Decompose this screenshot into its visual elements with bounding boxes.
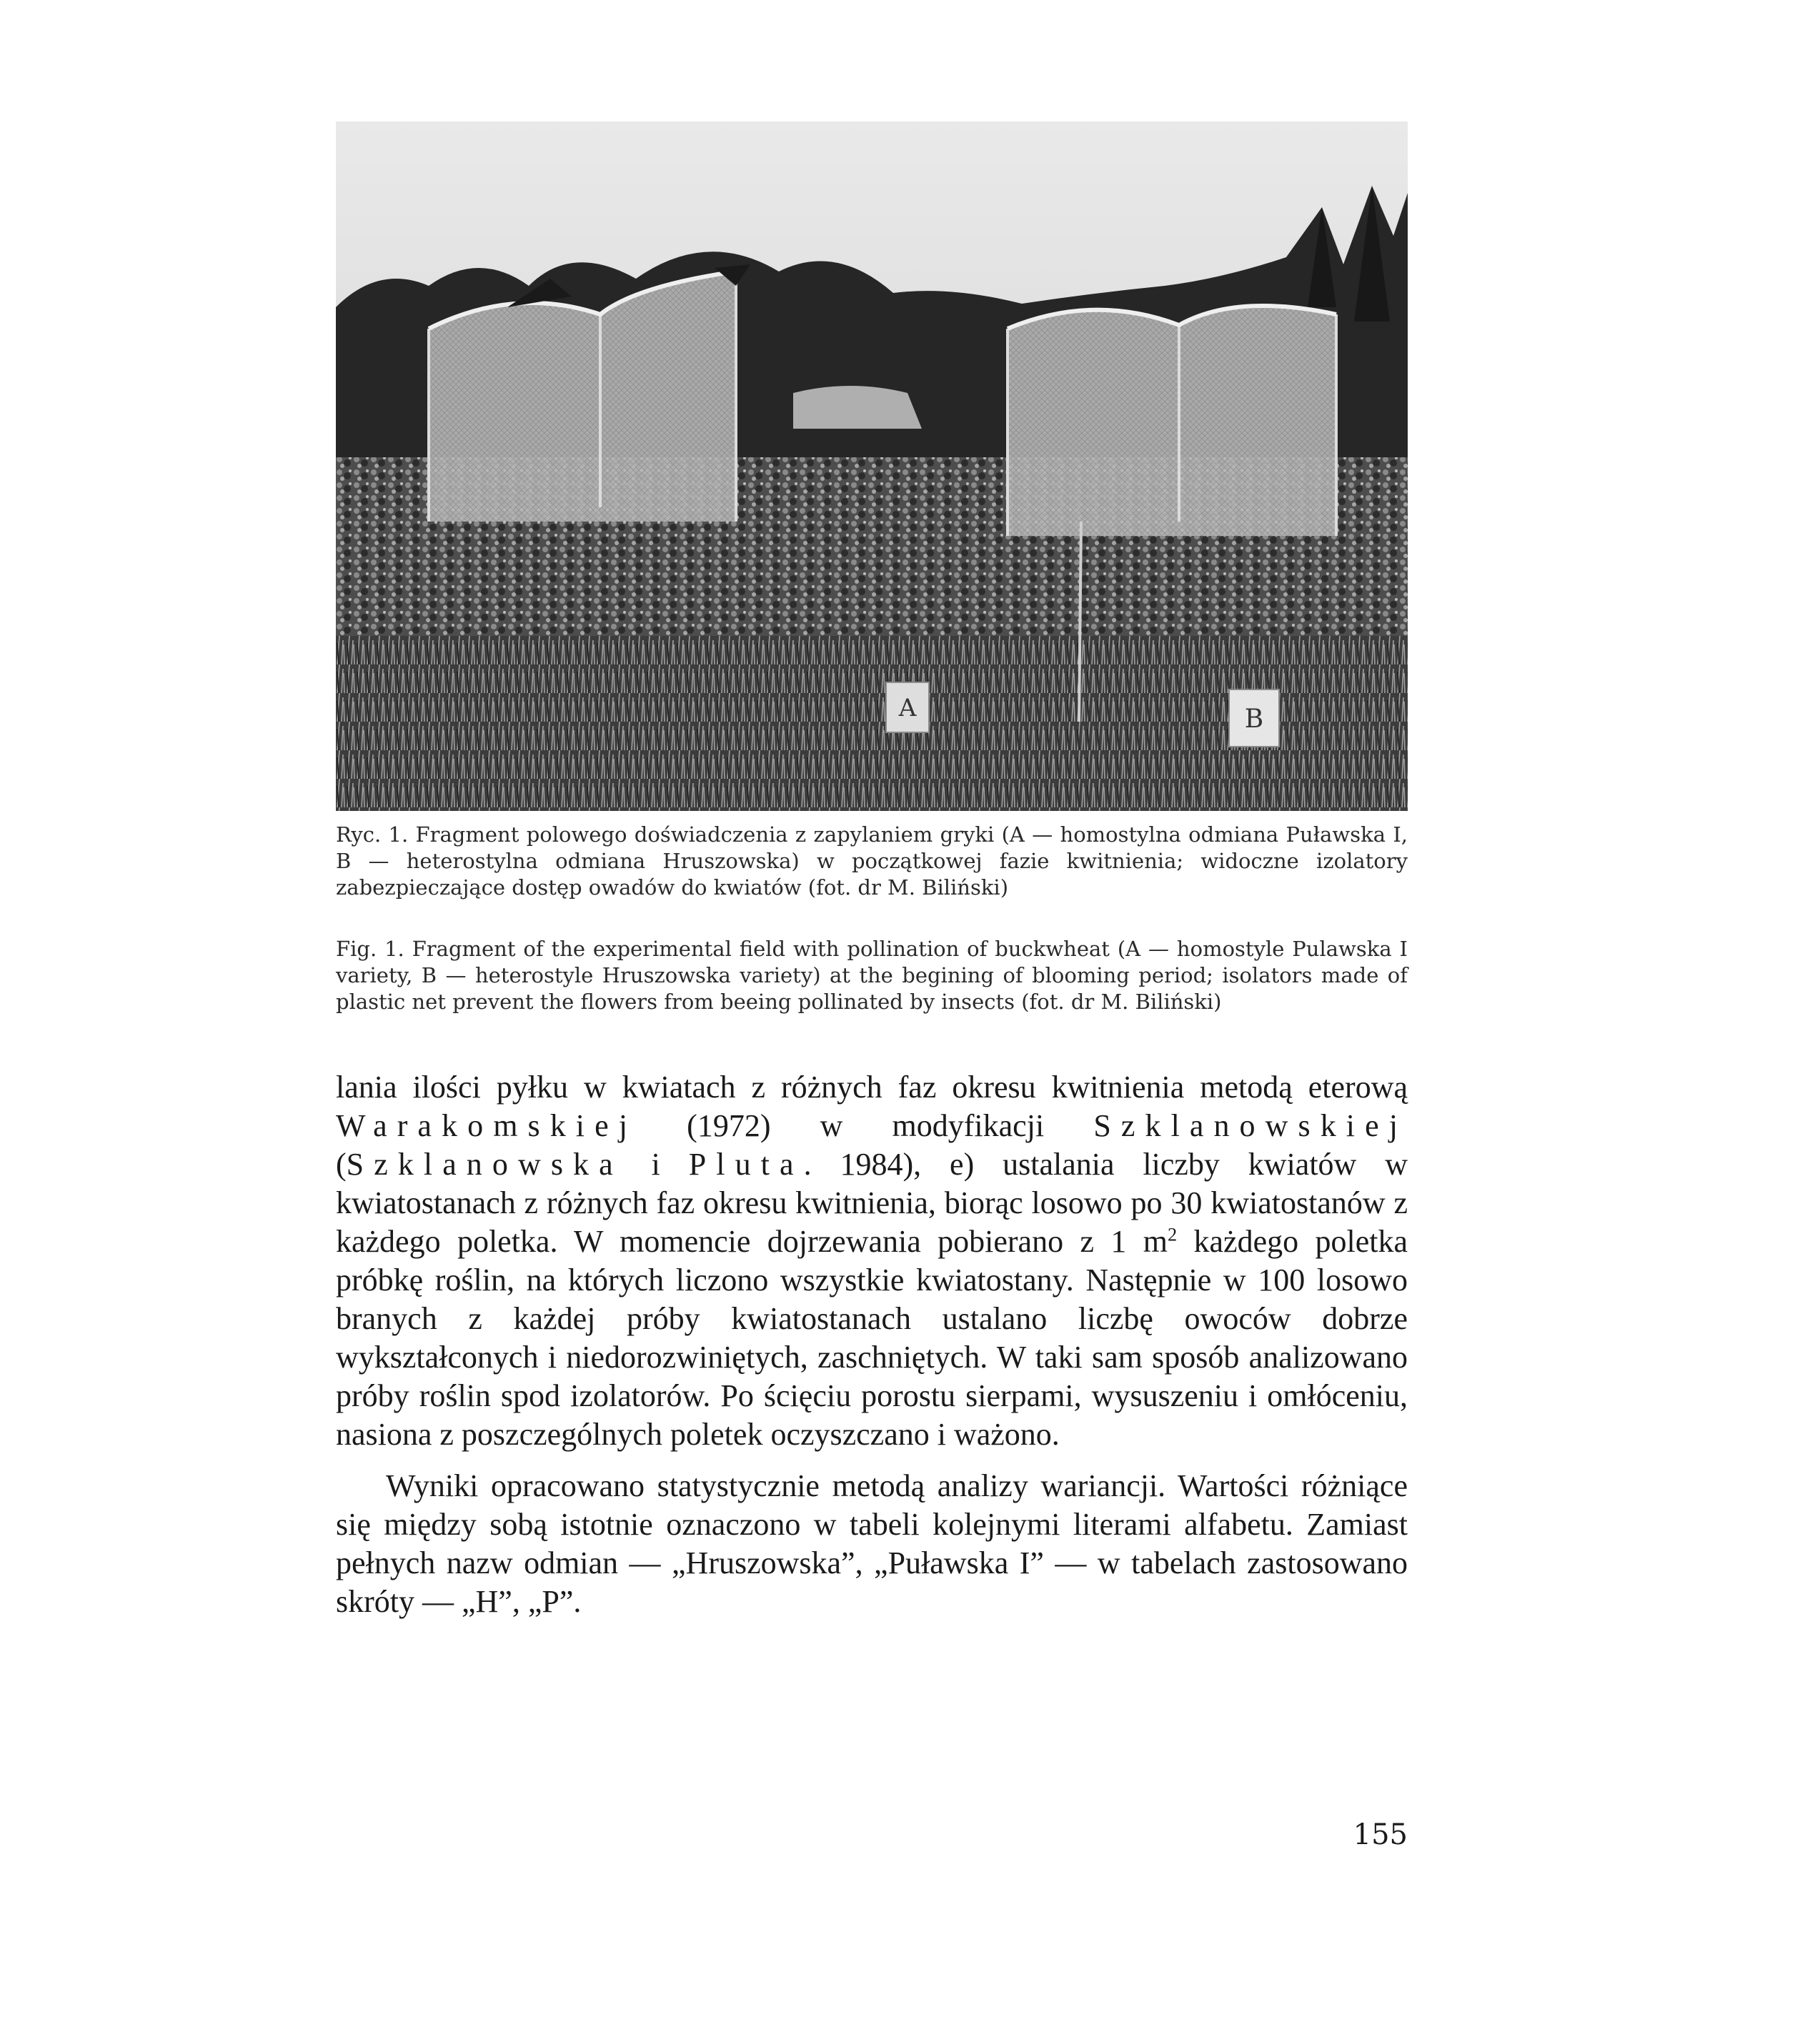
author-name: Szklanowskiej [1093, 1108, 1408, 1143]
sign-label-a: A [898, 694, 917, 722]
text-run: (1972) w modyfikacji [637, 1108, 1094, 1143]
author-name: Pluta [688, 1147, 804, 1182]
body-text [336, 1068, 1408, 1621]
sign-label-b: B [1244, 704, 1264, 734]
text-run: lania ilości pyłku w kwiatach z różnych faz okresu kwitnienia metodą eterową [336, 1070, 1408, 1105]
page-number: 155 [1353, 1818, 1408, 1851]
figure-caption-english: Fig. 1. Fragment of the experimental field with pollination of buckwheat (A — homostyle Pulawska I variety, B — heterostyle Hruszowska variety) at the begining of blooming period; isolators made of plastic net prevent the flowers from beeing pollinated by insects (fot. dr M. Biliński) [336, 937, 1408, 1014]
text-run: ( [336, 1147, 347, 1182]
text-run: . 1984), e) ustalania liczby kwiatów w kwiatostanach z różnych faz okresu kwitnienia, biorąc losowo po 30 kwiatostanów z każdego poletka. W momencie dojrzewania pobierano z 1 m [336, 1147, 1408, 1259]
paragraph-statistics: Wyniki opracowano statystycznie metodą analizy wariancji. Wartości różniące się między sobą istotnie oznaczono w tabeli kolejnymi literami alfabetu. Zamiast pełnych nazw odmian — „Hruszowska”, „Puławska I” — w tabelach zastosowano skróty — „H”, „P”. [336, 1468, 1408, 1619]
field-photo [336, 121, 1408, 811]
paragraph-methods [336, 1068, 1408, 1454]
figure-caption-polish: Ryc. 1. Fragment polowego doświadczenia z zapylaniem gryki (A — homostylna odmiana Puławska I, B — heterostylna odmiana Hruszowska) w początkowej fazie kwitnienia; widoczne izolatory zabezpieczające dostęp owadów do kwiatów (fot. dr M. Biliński) [336, 822, 1408, 900]
field-photo-illustration [336, 121, 1408, 811]
author-name: Szklanowska [346, 1147, 623, 1182]
text-run: i [622, 1147, 689, 1182]
author-name: Warakomskiej [336, 1108, 638, 1143]
superscript: 2 [1167, 1223, 1178, 1245]
text-run: każdego poletka próbkę roślin, na których liczono wszystkie kwiatostany. Następnie w 100 losowo branych z każdej próby kwiatostanach ustalano liczbę owoców dobrze wykształconych i niedorozwiniętych, zaschniętych. W taki sam sposób analizowano próby roślin spod izolatorów. Po ścięciu porostu sierpami, wysuszeniu i omłóceniu, nasiona z poszczególnych poletek oczyszczano i ważono. [336, 1224, 1408, 1452]
